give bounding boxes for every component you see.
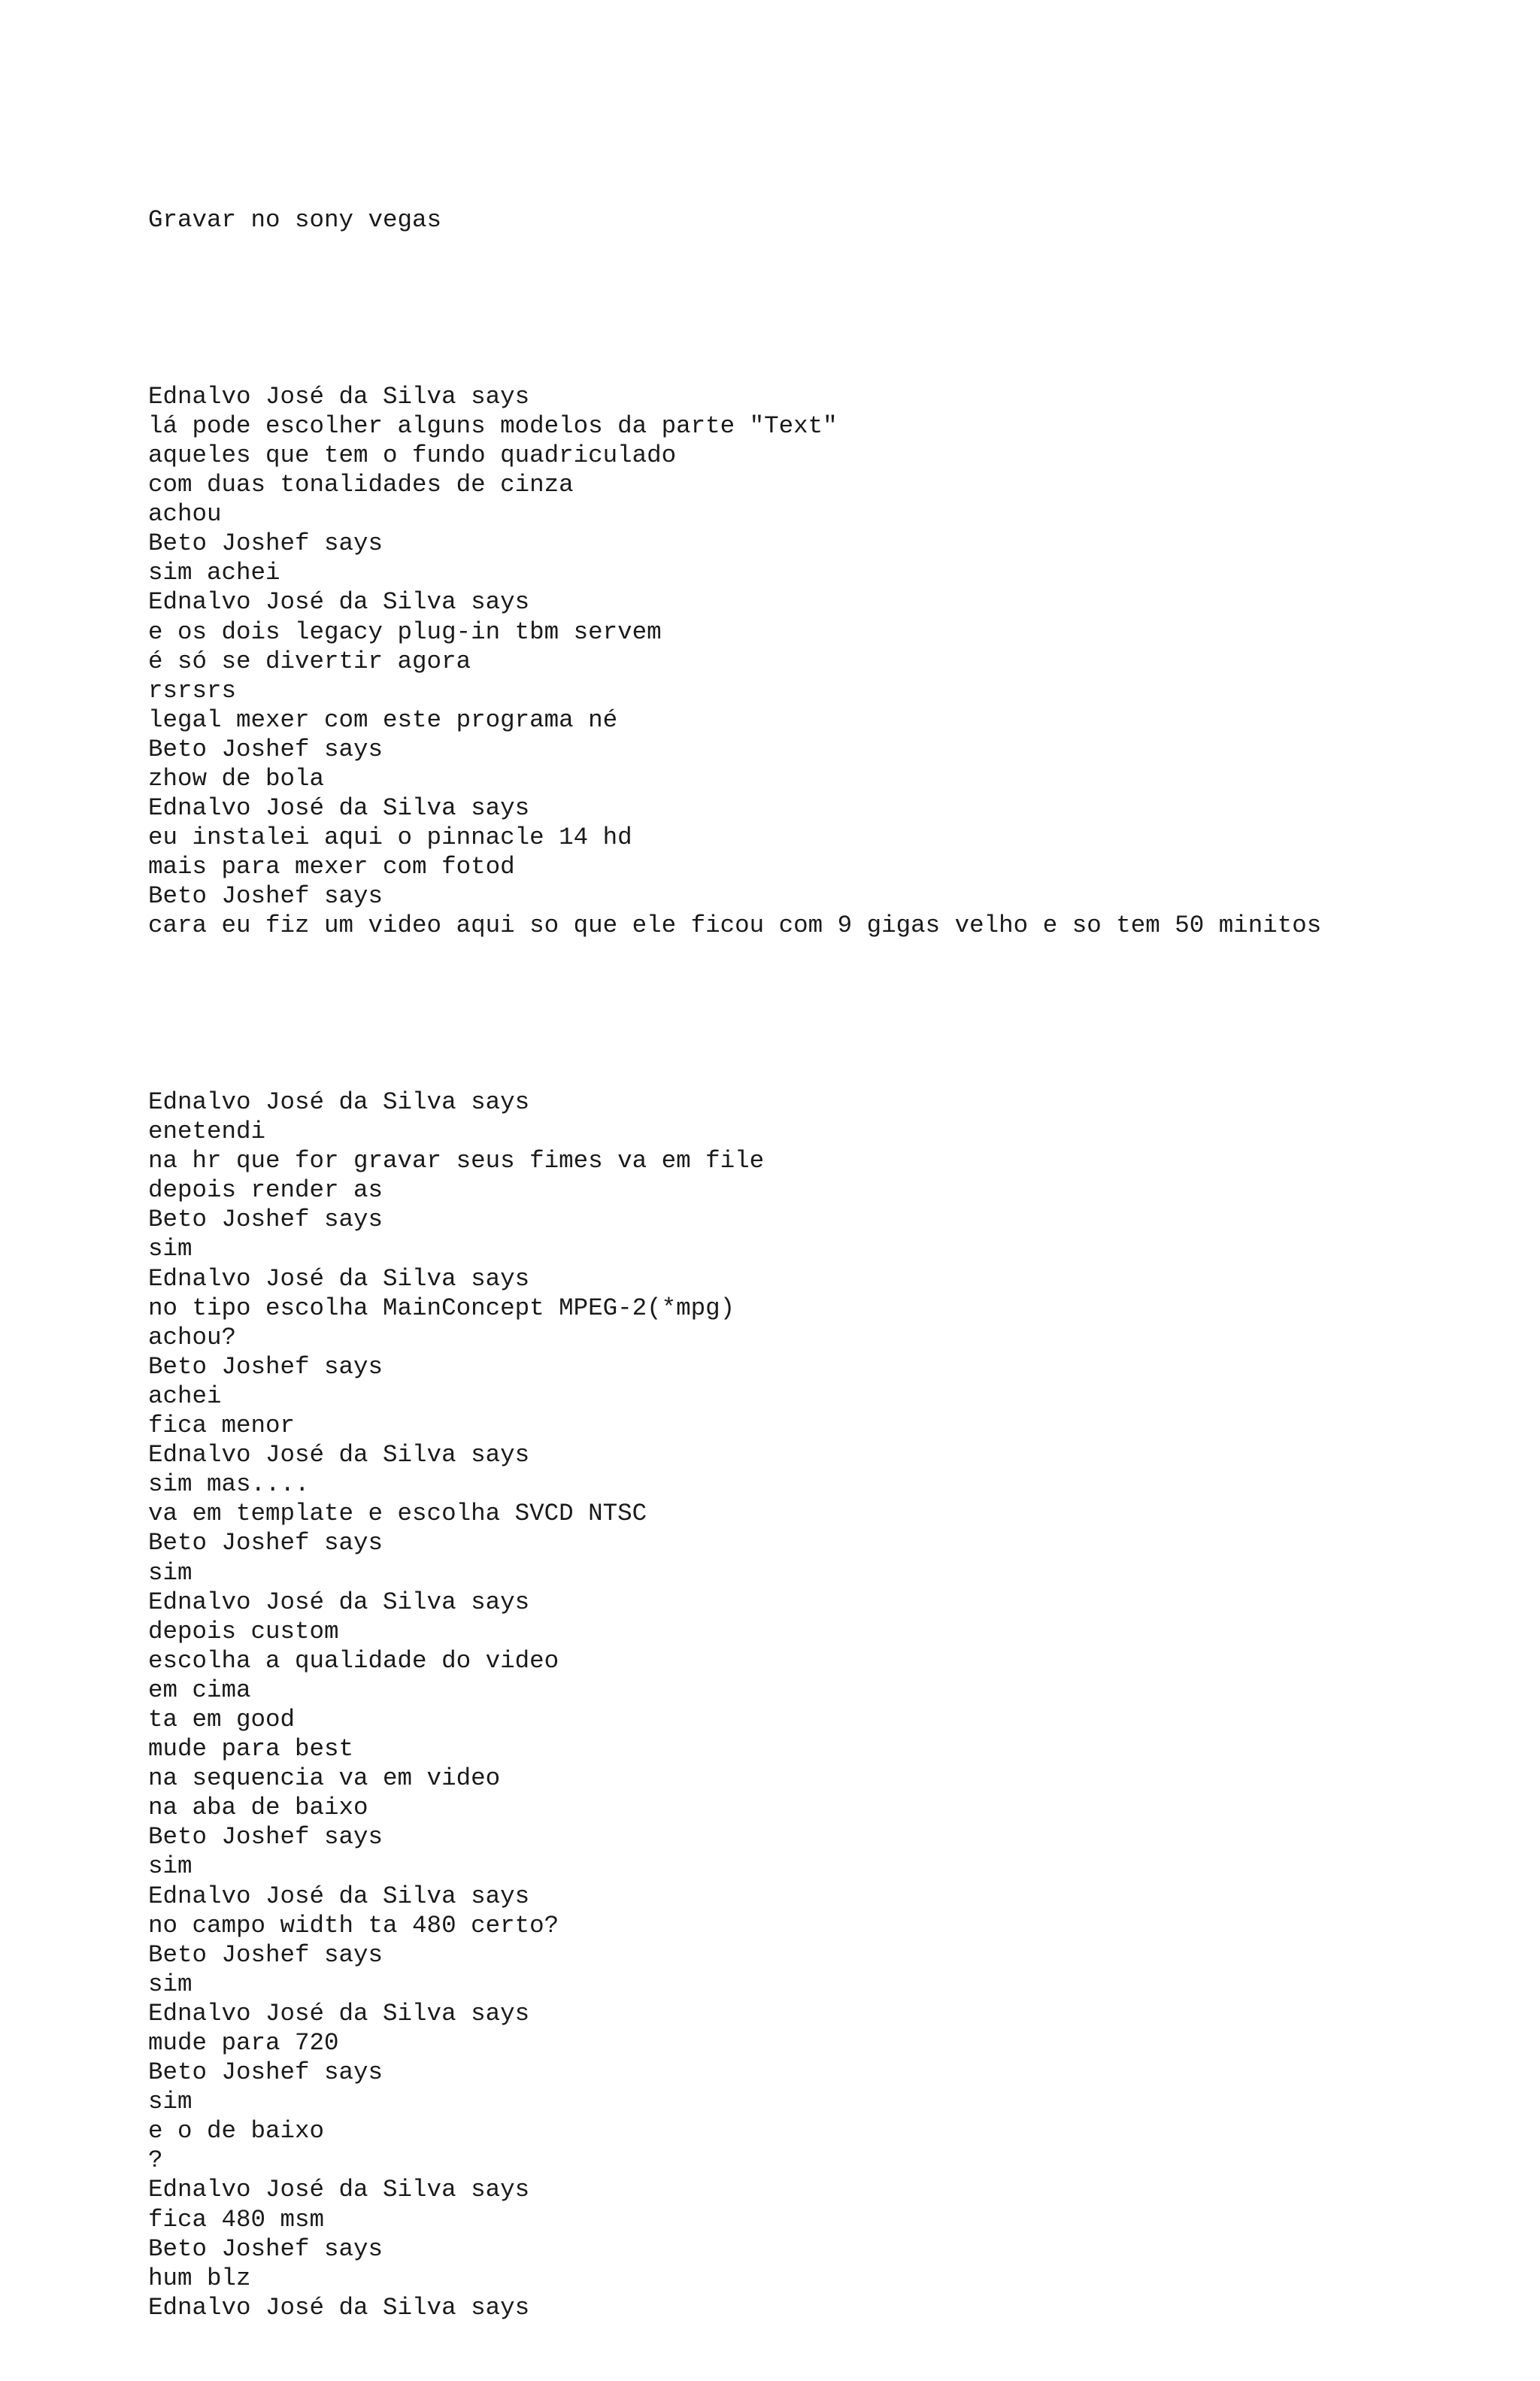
transcript-line: Beto Joshef says (148, 1352, 383, 1381)
transcript-line: e o de baixo (148, 2117, 325, 2146)
transcript-line: sim (148, 1558, 192, 1587)
transcript-line: cara eu fiz um video aqui so que ele ficou com 9 gigas velho e so tem 50 minitos (148, 911, 1322, 940)
transcript-line: no campo width ta 480 certo? (148, 1911, 559, 1940)
transcript-line: Ednalvo José da Silva says (148, 2293, 530, 2322)
transcript-line: va em template e escolha SVCD NTSC (148, 1500, 647, 1528)
transcript-block-2 (148, 1087, 1517, 2322)
transcript-line: lá pode escolher alguns modelos da parte "Text" (148, 411, 838, 440)
transcript-line: sim achei (148, 559, 280, 587)
transcript-line: com duas tonalidades de cinza (148, 471, 574, 499)
transcript-line: fica 480 msm (148, 2205, 325, 2234)
transcript-block-1 (148, 382, 1517, 941)
transcript-line: no tipo escolha MainConcept MPEG-2(*mpg) (148, 1294, 735, 1322)
transcript-line: enetendi (148, 1118, 266, 1146)
transcript-line: na sequencia va em video (148, 1764, 501, 1793)
transcript-line: Ednalvo José da Silva says (148, 1441, 530, 1470)
transcript-line: e os dois legacy plug-in tbm servem (148, 617, 662, 646)
transcript-line: depois render as (148, 1176, 383, 1205)
document-title: Gravar no sony vegas (148, 206, 442, 235)
transcript-line: sim (148, 2088, 192, 2116)
transcript-line: zhow de bola (148, 764, 325, 793)
transcript-line: escolha a qualidade do video (148, 1646, 559, 1675)
transcript-line: sim mas.... (148, 1470, 310, 1499)
transcript-line: Ednalvo José da Silva says (148, 1088, 530, 1116)
transcript-line: Beto Joshef says (148, 1823, 383, 1852)
transcript-line: sim (148, 1970, 192, 1998)
transcript-line: aqueles que tem o fundo quadriculado (148, 441, 677, 469)
transcript-line: Ednalvo José da Silva says (148, 1264, 530, 1293)
transcript-line: rsrsrs (148, 676, 237, 705)
transcript-line: Beto Joshef says (148, 1529, 383, 1558)
blank-line (148, 293, 1517, 323)
transcript-line: Beto Joshef says (148, 882, 383, 911)
transcript-line: mude para 720 (148, 2029, 339, 2057)
transcript-line: Beto Joshef says (148, 735, 383, 763)
transcript-line: depois custom (148, 1617, 339, 1645)
blank-line (148, 999, 1517, 1029)
transcript-line: Beto Joshef says (148, 1206, 383, 1234)
transcript-line: Ednalvo José da Silva says (148, 794, 530, 823)
transcript-line: Ednalvo José da Silva says (148, 588, 530, 617)
transcript-line: na hr que for gravar seus fimes va em file (148, 1147, 765, 1175)
transcript-line: hum blz (148, 2264, 251, 2292)
transcript-line: achou (148, 500, 222, 529)
transcript-line: sim (148, 1852, 192, 1881)
transcript-line: Ednalvo José da Silva says (148, 1999, 530, 2028)
transcript-line: eu instalei aqui o pinnacle 14 hd (148, 823, 632, 852)
transcript-line: Beto Joshef says (148, 1940, 383, 1969)
transcript-line: mais para mexer com fotod (148, 853, 515, 881)
transcript-line: Ednalvo José da Silva says (148, 382, 530, 411)
transcript-line: mude para best (148, 1735, 354, 1764)
chat-transcript (148, 147, 1517, 2381)
transcript-line: Ednalvo José da Silva says (148, 2176, 530, 2204)
transcript-line: Beto Joshef says (148, 2058, 383, 2087)
transcript-line: achou? (148, 1323, 237, 1351)
transcript-line: Beto Joshef says (148, 2234, 383, 2263)
transcript-line: é só se divertir agora (148, 647, 471, 675)
transcript-line: Ednalvo José da Silva says (148, 1588, 530, 1616)
transcript-line: legal mexer com este programa né (148, 705, 618, 734)
transcript-line: fica menor (148, 1412, 296, 1440)
transcript-line: ? (148, 2146, 163, 2175)
transcript-line: Ednalvo José da Silva says (148, 1882, 530, 1910)
transcript-line: em cima (148, 1676, 251, 1704)
transcript-line: sim (148, 1235, 192, 1263)
transcript-line: ta em good (148, 1705, 296, 1733)
transcript-line: na aba de baixo (148, 1794, 368, 1822)
transcript-line: Beto Joshef says (148, 529, 383, 558)
transcript-line: achei (148, 1382, 222, 1410)
